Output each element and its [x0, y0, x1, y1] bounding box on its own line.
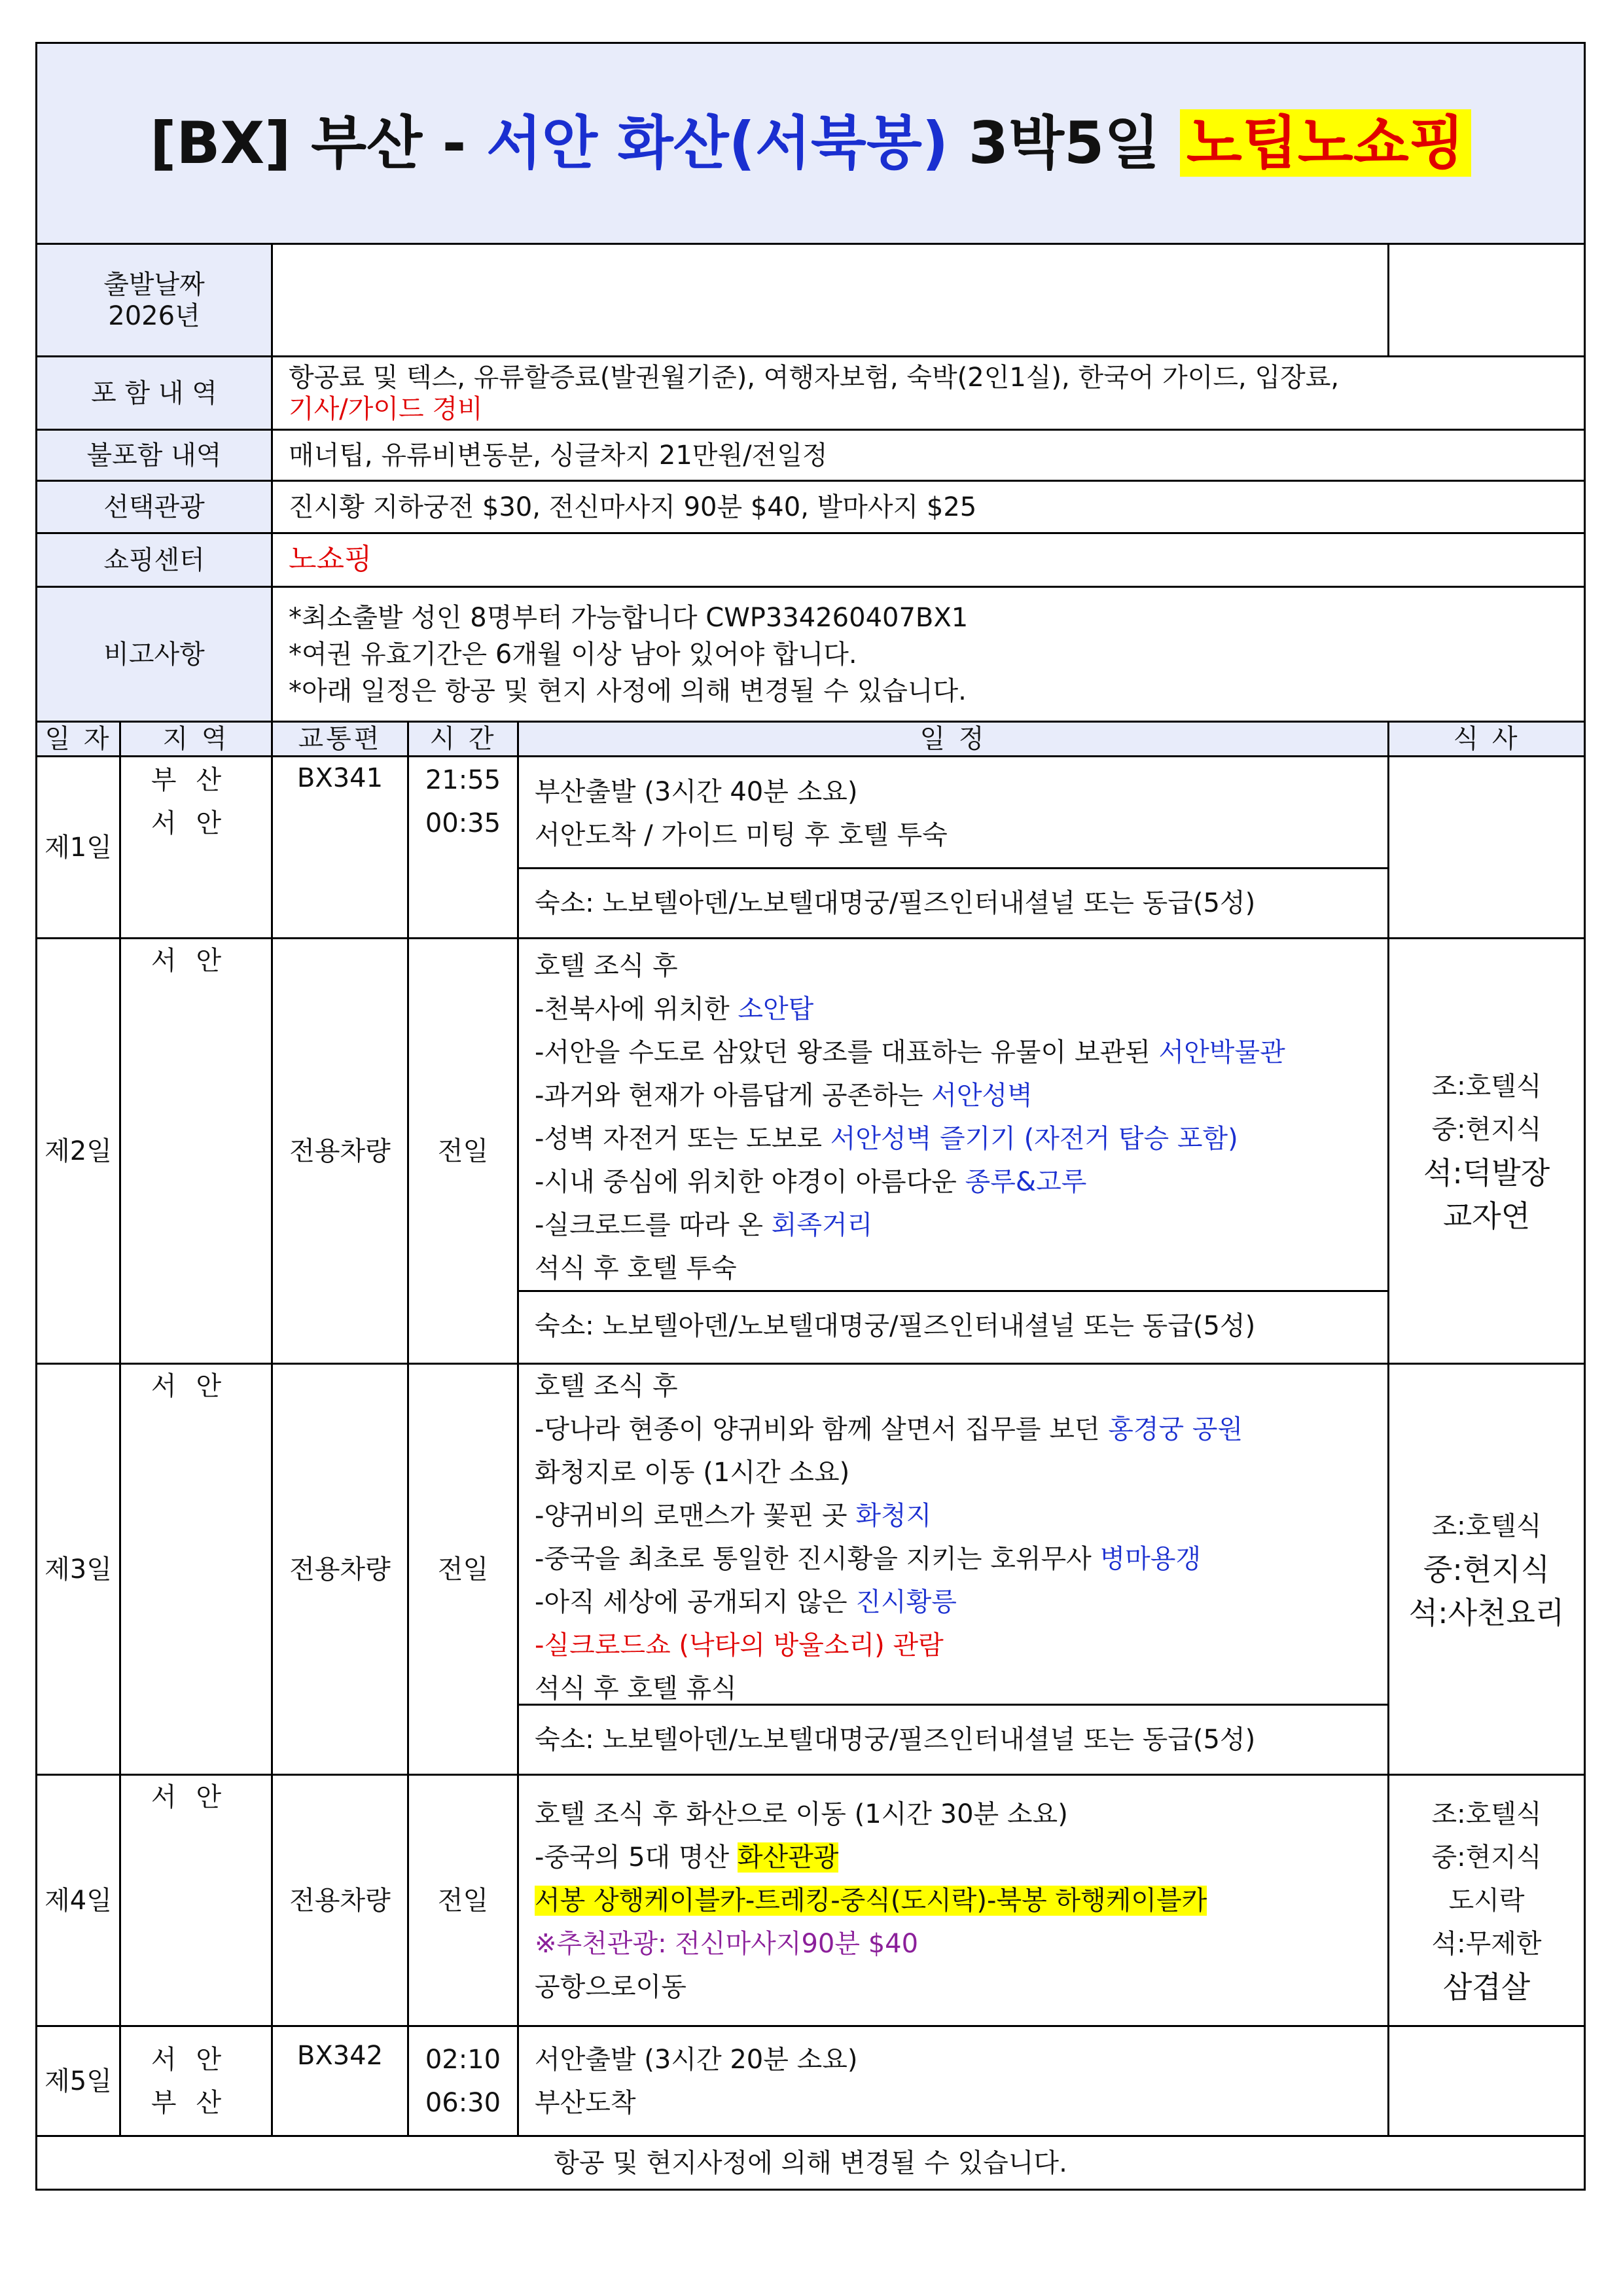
day1-time — [408, 757, 518, 939]
attraction-name: 화청지 — [855, 1501, 932, 1531]
title-nights: 3박5일 — [968, 109, 1160, 177]
include-line1: 항공료 및 텍스, 유류할증료(발권월기준), 여행자보험, 숙박(2인1실), 한국어 가이드, 입장료, — [289, 362, 1340, 393]
region-city: 부산 — [151, 765, 241, 795]
region-city: 부산 — [151, 2087, 241, 2118]
attraction-name: 홍경궁 공원 — [1108, 1414, 1243, 1444]
day4-row — [37, 1775, 1585, 2026]
region-city: 서안 — [151, 946, 241, 976]
schedule-line: -실크로드쇼 (낙타의 방울소리) 관람 — [535, 1630, 944, 1660]
note-item: *아래 일정은 항공 및 현지 사정에 의해 변경될 수 있습니다. — [289, 675, 967, 706]
title-code: [BX] — [150, 109, 291, 177]
day1-stay: 숙소: 노보텔아덴/노보텔대명궁/필즈인터내셜널 또는 동급(5성) — [519, 867, 1387, 937]
attraction-name: 서안성벽 즐기기 (자전거 탑승 포함) — [830, 1124, 1238, 1154]
region-city: 서안 — [151, 2044, 241, 2075]
schedule-line: -과거와 현재가 아름답게 공존하는 서안성벽 — [535, 1081, 1033, 1111]
day1-meal — [1389, 757, 1585, 939]
title-from: 부산 - — [311, 109, 467, 177]
day1-label: 제1일 — [37, 757, 120, 939]
day4-label: 제4일 — [37, 1775, 120, 2026]
header-region: 지 역 — [120, 722, 272, 757]
attraction-name: 병마용갱 — [1099, 1544, 1202, 1574]
schedule-line: -중국의 5대 명산 화산관광 — [535, 1842, 839, 1873]
day3-transport: 전용차량 — [272, 1364, 408, 1775]
itinerary-table — [35, 42, 1586, 2191]
schedule-line: -실크로드를 따라 온 회족거리 — [535, 1210, 873, 1240]
schedule-line: -당나라 현종이 양귀비와 함께 살면서 집무를 보던 홍경궁 공원 — [535, 1414, 1243, 1444]
attraction-name: 회족거리 — [771, 1210, 873, 1240]
day3-row — [37, 1364, 1585, 1775]
day1-transport: BX341 — [272, 757, 408, 939]
schedule-line: 부산도착 — [535, 2087, 636, 2118]
meal-item: 석:무제한 — [1431, 1928, 1542, 1959]
schedule-line: 호텔 조식 후 — [535, 1371, 678, 1401]
exclude-value: 매너팁, 유류비변동분, 싱글차지 21만원/전일정 — [272, 430, 1585, 481]
shopping-label: 쇼핑센터 — [37, 533, 272, 587]
meal-item: 삼겹살 — [1442, 1969, 1531, 2005]
region-city: 서안 — [151, 808, 241, 838]
schedule-line: -시내 중심에 위치한 야경이 아름다운 종루&고루 — [535, 1167, 1087, 1197]
attraction-name: 서안성벽 — [931, 1081, 1033, 1111]
notes-value — [272, 587, 1585, 722]
header-transport: 교통편 — [272, 722, 408, 757]
day2-label: 제2일 — [37, 939, 120, 1364]
meal-item: 석:사천요리 — [1408, 1594, 1565, 1630]
optional-label: 선택관광 — [37, 481, 272, 533]
meal-item: 중:현지식 — [1431, 1842, 1542, 1873]
attraction-name: 서안박물관 — [1158, 1037, 1285, 1067]
schedule-line: -중국을 최초로 통일한 진시황을 지키는 호위무사 병마용갱 — [535, 1544, 1202, 1574]
include-value — [272, 357, 1585, 430]
day2-row — [37, 939, 1585, 1364]
day5-meal — [1389, 2026, 1585, 2136]
schedule-line: -천북사에 위치한 소안탑 — [535, 994, 814, 1024]
day5-time — [408, 2026, 518, 2136]
day2-time: 전일 — [408, 939, 518, 1364]
day5-transport: BX342 — [272, 2026, 408, 2136]
time-value: 00:35 — [425, 808, 501, 838]
schedule-line: 호텔 조식 후 — [535, 951, 678, 981]
header-meal: 식 사 — [1389, 722, 1585, 757]
day2-schedule — [518, 939, 1389, 1364]
attraction-name: 소안탑 — [738, 994, 814, 1024]
footer-note: 항공 및 현지사정에 의해 변경될 수 있습니다. — [37, 2136, 1585, 2190]
page-title — [37, 43, 1585, 244]
title-destination: 서안 화산(서북봉) — [486, 109, 949, 177]
day2-transport: 전용차량 — [272, 939, 408, 1364]
meal-item: 중:현지식 — [1431, 1114, 1542, 1145]
time-value: 02:10 — [425, 2044, 501, 2075]
departure-label — [37, 244, 272, 357]
schedule-line: 석식 후 호텔 투숙 — [535, 1253, 737, 1283]
day2-region — [120, 939, 272, 1364]
note-item: *여권 유효기간은 6개월 이상 남아 있어야 합니다. — [289, 639, 857, 670]
exclude-label: 불포함 내역 — [37, 430, 272, 481]
itinerary-sheet — [35, 42, 1584, 2191]
day3-meal — [1389, 1364, 1585, 1775]
header-schedule: 일 정 — [518, 722, 1389, 757]
day3-schedule — [518, 1364, 1389, 1775]
day3-time: 전일 — [408, 1364, 518, 1775]
region-city: 서안 — [151, 1782, 241, 1812]
day4-region — [120, 1775, 272, 2026]
meal-item: 교자연 — [1442, 1198, 1531, 1234]
day5-schedule — [518, 2026, 1389, 2136]
header-time: 시 간 — [408, 722, 518, 757]
include-label: 포 함 내 역 — [37, 357, 272, 430]
day4-transport: 전용차량 — [272, 1775, 408, 2026]
attraction-name: 종루&고루 — [965, 1167, 1087, 1197]
title-tag: 노팁노쇼핑 — [1180, 109, 1471, 177]
day3-label: 제3일 — [37, 1364, 120, 1775]
day1-row — [37, 757, 1585, 939]
time-value: 21:55 — [425, 765, 501, 795]
schedule-line: 부산출발 (3시간 40분 소요) — [535, 777, 858, 807]
departure-label-line2: 2026년 — [108, 300, 200, 331]
day1-region — [120, 757, 272, 939]
attraction-name: 진시황릉 — [855, 1587, 957, 1617]
time-value: 06:30 — [425, 2087, 501, 2118]
meal-item: 조:호텔식 — [1431, 1511, 1542, 1541]
note-item: *최소출발 성인 8명부터 가능합니다 CWP334260407BX1 — [289, 602, 969, 633]
schedule-line: -성벽 자전거 또는 도보로 서안성벽 즐기기 (자전거 탑승 포함) — [535, 1124, 1238, 1154]
shopping-value: 노쇼핑 — [272, 533, 1585, 587]
day3-region — [120, 1364, 272, 1775]
departure-extra — [1389, 244, 1585, 357]
schedule-header — [37, 722, 1585, 757]
day4-schedule — [518, 1775, 1389, 2026]
schedule-line: 석식 후 호텔 휴식 — [535, 1674, 737, 1704]
meal-item: 조:호텔식 — [1431, 1799, 1542, 1829]
day3-stay: 숙소: 노보텔아덴/노보텔대명궁/필즈인터내셜널 또는 동급(5성) — [519, 1704, 1387, 1774]
highlight-line: 서봉 상행케이블카-트레킹-중식(도시락)-북봉 하행케이블카 — [535, 1885, 1207, 1916]
header-day: 일 자 — [37, 722, 120, 757]
schedule-line: -서안을 수도로 삼았던 왕조를 대표하는 유물이 보관된 서안박물관 — [535, 1037, 1285, 1067]
region-city: 서안 — [151, 1371, 241, 1401]
meal-item: 조:호텔식 — [1431, 1071, 1542, 1102]
schedule-line: -양귀비의 로맨스가 꽃핀 곳 화청지 — [535, 1501, 932, 1531]
schedule-line — [535, 1879, 1387, 1922]
schedule-line: 호텔 조식 후 화산으로 이동 (1시간 30분 소요) — [535, 1799, 1068, 1829]
day4-meal — [1389, 1775, 1585, 2026]
day5-row — [37, 2026, 1585, 2136]
schedule-line: 화청지로 이동 (1시간 소요) — [535, 1458, 850, 1488]
meal-item: 석:덕발장 — [1423, 1155, 1550, 1191]
day5-label: 제5일 — [37, 2026, 120, 2136]
day2-meal — [1389, 939, 1585, 1364]
meal-item: 도시락 — [1448, 1885, 1525, 1916]
include-line2: 기사/가이드 경비 — [289, 393, 483, 424]
schedule-line: 서안출발 (3시간 20분 소요) — [535, 2044, 858, 2075]
schedule-line: 서안도착 / 가이드 미팅 후 호텔 투숙 — [535, 820, 948, 850]
notes-label: 비고사항 — [37, 587, 272, 722]
schedule-line: 공항으로이동 — [535, 1971, 687, 2002]
day2-stay: 숙소: 노보텔아덴/노보텔대명궁/필즈인터내셜널 또는 동급(5성) — [519, 1290, 1387, 1360]
departure-value — [272, 244, 1389, 357]
meal-item: 중:현지식 — [1423, 1551, 1550, 1587]
recommend-line: ※추천관광: 전신마사지90분 $40 — [535, 1928, 919, 1959]
departure-label-line1: 출발날짜 — [103, 269, 205, 300]
optional-value: 진시황 지하궁전 $30, 전신마사지 90분 $40, 발마사지 $25 — [272, 481, 1585, 533]
day4-time: 전일 — [408, 1775, 518, 2026]
schedule-line: -아직 세상에 공개되지 않은 진시황릉 — [535, 1587, 957, 1617]
day5-region — [120, 2026, 272, 2136]
attraction-name: 화산관광 — [737, 1842, 839, 1873]
day1-schedule — [518, 757, 1389, 939]
